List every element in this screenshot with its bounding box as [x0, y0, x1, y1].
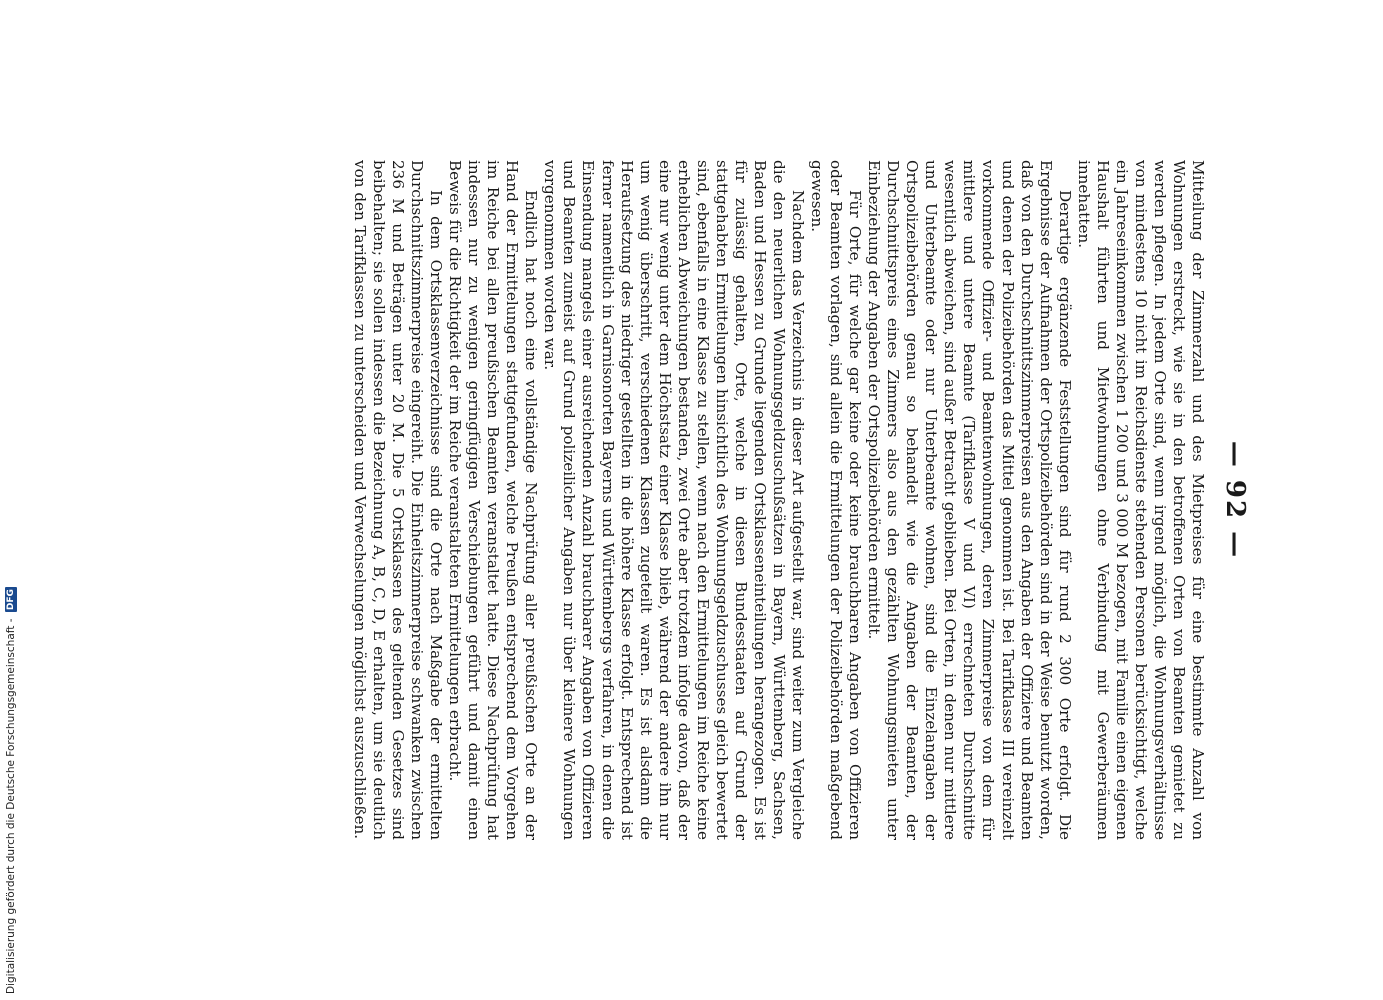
- credit-text: Digitalisierung gefördert durch die Deutsche Forschungsgemeinschaft -: [5, 618, 17, 994]
- paragraph-3: Für Orte, für welche gar keine oder keine brauchbaren Angaben von Offizieren oder Beamten vorlagen, sind allein die Ermittelungen der Polizeibehörden maßgebend gewesen.: [808, 160, 865, 840]
- dfg-logo-icon: DFG: [6, 589, 16, 611]
- page-number: — 92 —: [1220, 440, 1250, 560]
- rotated-page: [125, 160, 1255, 840]
- digitization-credit: [4, 589, 18, 994]
- paragraph-4: Nachdem das Verzeichnis in dieser Art aufgestellt war, sind weiter zum Vergleiche die den neuerlichen Wohnungsgeldzuschußsätzen in Bayern, Württemberg, Sachsen, Baden und Hessen zu Grunde liegenden Ortsklasseneinteilungen herangezogen. Es ist für zulässig gehalten, Orte, welche in diesen Bundesstaaten auf Grund der stattgehabten Ermittelungen hinsichtlich des Wohnungsgeldzuschusses gleich bewertet sind, ebenfalls in eine Klasse zu stellen, wenn nach den Ermittelungen im Reiche keine erheblichen Abweichungen bestanden, zwei Orte aber trotzdem infolge davon, daß der eine nur wenig unter dem Höchstsatz einer Klasse blieb, während der andere ihn nur um wenig überschritt, verschiedenen Klassen zugeteilt waren. Es ist alsdann die Heraufsetzung des niedriger gestellten in die höhere Klasse erfolgt. Entsprechend ist ferner namentlich in Garnisonorten Bayerns und Württembergs verfahren, in denen die Einsendung mangels einer ausreichenden Anzahl brauchbarer Angaben von Offizieren und Beamten zumeist auf Grund polizeilicher Angaben nur über kleinere Wohnungen vorgenommen worden war.: [541, 160, 808, 840]
- paragraph-1: Mitteilung der Zimmerzahl und des Mietpreises für eine bestimmte Anzahl von Wohnungen erstreckt, wie sie in den betroffenen Orten von Beamten gemietet zu werden pflegen. In jedem Orte sind, wenn irgend möglich, die Wohnungsverhältnisse von mindestens 10 nicht im Reichsdienste stehenden Personen berücksichtigt, welche ein Jahreseinkommen zwischen 1 200 und 3 000 M bezogen, mit Familie einen eigenen Haushalt führten und Mietwohnungen ohne Verbindung mit Gewerberäumen innehatten.: [1074, 160, 1207, 840]
- paragraph-6: In dem Ortsklassenverzeichnisse sind die Orte nach Maßgabe der ermittelten Durchschnittszimmerpreise eingereiht. Die Einheitszimmerpreise schwanken zwischen 236 M und Beträgen unter 20 M. Die 5 Ortsklassen des geltenden Gesetzes sind beibehalten; sie sollen indessen die Bezeichnung A, B, C, D, E erhalten, um sie deutlich von den Tarifklassen zu unterscheiden und Verwechselungen möglichst auszuschließen.: [350, 160, 446, 840]
- paragraph-5: Endlich hat noch eine vollständige Nachprüfung aller preußischen Orte an der Hand der Ermittelungen stattgefunden, welche Preußen entsprechend dem Vorgehen im Reiche bei allen preußischen Beamten veranstaltet hatte. Diese Nachprüfung hat indessen nur zu wenigen geringfügigen Verschiebungen geführt und damit einen Beweis für die Richtigkeit der im Reiche veranstalteten Ermittelungen erbracht.: [446, 160, 541, 840]
- page-body: [350, 160, 1207, 840]
- paragraph-2: Derartige ergänzende Feststellungen sind für rund 2 300 Orte erfolgt. Die Ergebnisse der Aufnahmen der Ortspolizeibehörden sind in der Weise benutzt worden, daß von den Durchschnittszimmerpreisen aus den Angaben der Offiziere und Beamten und denen der Polizeibehörden das Mittel genommen ist. Bei Tarifklasse III vereinzelt vorkommende Offizier- und Beamtenwohnungen, deren Zimmerpreise von dem für mittlere und untere Beamte (Tarifklasse V und VI) errechneten Durchschnitte wesentlich abweichen, sind außer Betracht geblieben. Bei Orten, in denen nur mittlere und Unterbeamte oder nur Unterbeamte wohnen, sind die Einzelangaben der Ortspolizeibehörden genau so behandelt wie die Angaben der Beamten, der Durchschnittspreis eines Zimmers also aus den gezählten Wohnungsmieten unter Einbeziehung der Angaben der Ortspolizeibehörden ermittelt.: [865, 160, 1074, 840]
